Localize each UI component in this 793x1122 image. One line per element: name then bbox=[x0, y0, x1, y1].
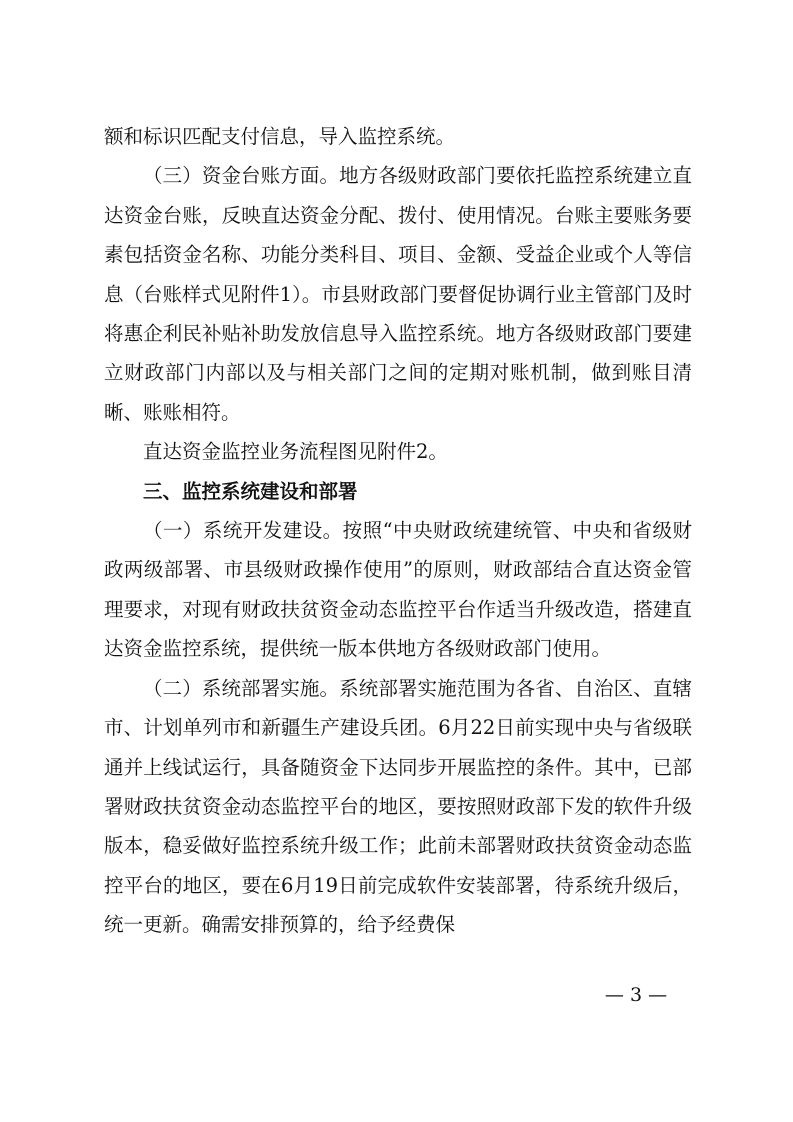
page-number: — 3 — bbox=[604, 984, 668, 1006]
body-text bbox=[104, 117, 692, 945]
paragraph-ledger: （三）资金台账方面。地方各级财政部门要依托监控系统建立直达资金台账，反映直达资金分配、拨付、使用情况。台账主要账务要素包括资金名称、功能分类科目、项目、金额、受益企业或个人等信息（台账样式见附件1）。市县财政部门要督促协调行业主管部门及时将惠企利民补贴补助发放信息导入监控系统。地方各级财政部门要建立财政部门内部以及与相关部门之间的定期对账机制，做到账目清晰、账账相符。 bbox=[104, 164, 692, 424]
paragraph-continuation: 额和标识匹配支付信息，导入监控系统。 bbox=[104, 125, 456, 148]
paragraph-system-deployment: （二）系统部署实施。系统部署实施范围为各省、自治区、直辖市、计划单列市和新疆生产建设兵团。6月22日前实现中央与省级联通并上线试运行，具备随资金下达同步开展监控的条件。其中，已部署财政扶贫资金动态监控平台的地区，要按照财政部下发的软件升级版本，稳妥做好监控系统升级工作；此前未部署财政扶贫资金动态监控平台的地区，要在6月19日前完成软件安装部署，待系统升级后，统一更新。确需安排预算的，给予经费保 bbox=[104, 676, 692, 937]
section-heading: 三、监控系统建设和部署 bbox=[143, 479, 358, 503]
paragraph-system-development: （一）系统开发建设。按照“中央财政统建统管、中央和省级财政两级部署、市县级财政操作使用”的原则，财政部结合直达资金管理要求，对现有财政扶贫资金动态监控平台作适当升级改造，搭建直达资金监控系统，提供统一版本供地方各级财政部门使用。 bbox=[104, 519, 692, 661]
paragraph-flowchart-note: 直达资金监控业务流程图见附件2。 bbox=[143, 440, 448, 464]
